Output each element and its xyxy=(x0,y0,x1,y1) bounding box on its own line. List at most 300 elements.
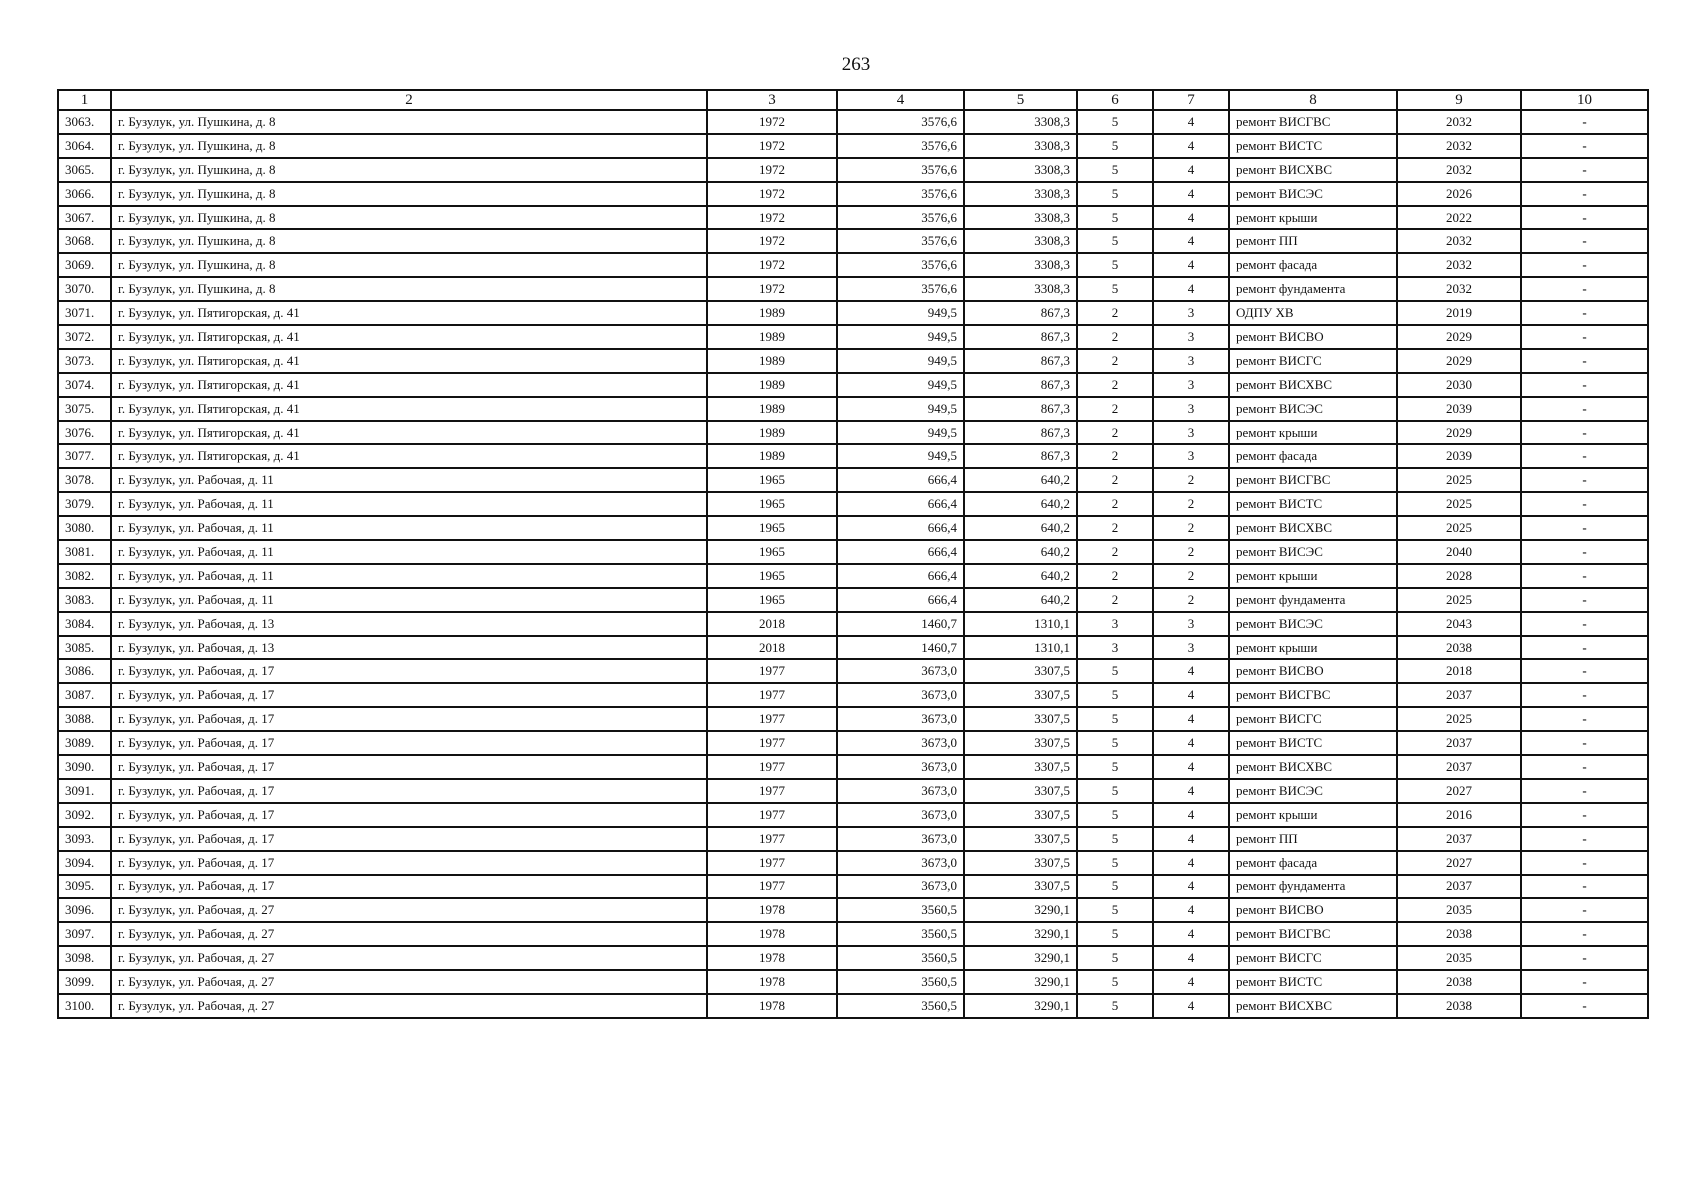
planned-year-cell: 2025 xyxy=(1397,492,1521,516)
planned-year-cell: 2039 xyxy=(1397,397,1521,421)
work-type-cell: ремонт ВИСХВС xyxy=(1229,755,1397,779)
note-cell: - xyxy=(1521,325,1648,349)
table-row xyxy=(58,182,1648,206)
note-cell: - xyxy=(1521,468,1648,492)
row-number-cell: 3100. xyxy=(58,994,111,1018)
build-year-cell: 1989 xyxy=(707,397,837,421)
note-cell: - xyxy=(1521,158,1648,182)
note-cell: - xyxy=(1521,994,1648,1018)
address-cell: г. Бузулук, ул. Пятигорская, д. 41 xyxy=(111,349,707,373)
total-area-cell: 3576,6 xyxy=(837,110,964,134)
floors-cell: 2 xyxy=(1077,516,1153,540)
work-type-cell: ремонт ВИСГС xyxy=(1229,707,1397,731)
work-type-cell: ремонт крыши xyxy=(1229,564,1397,588)
work-type-cell: ОДПУ ХВ xyxy=(1229,301,1397,325)
floors-cell: 5 xyxy=(1077,683,1153,707)
planned-year-cell: 2035 xyxy=(1397,898,1521,922)
living-area-cell: 867,3 xyxy=(964,373,1077,397)
address-cell: г. Бузулук, ул. Рабочая, д. 17 xyxy=(111,755,707,779)
planned-year-cell: 2037 xyxy=(1397,875,1521,899)
entrances-cell: 2 xyxy=(1153,564,1229,588)
floors-cell: 5 xyxy=(1077,779,1153,803)
row-number-cell: 3069. xyxy=(58,253,111,277)
planned-year-cell: 2035 xyxy=(1397,946,1521,970)
floors-cell: 2 xyxy=(1077,468,1153,492)
table-row xyxy=(58,659,1648,683)
planned-year-cell: 2032 xyxy=(1397,253,1521,277)
build-year-cell: 1978 xyxy=(707,898,837,922)
note-cell: - xyxy=(1521,875,1648,899)
table-row xyxy=(58,468,1648,492)
work-type-cell: ремонт фундамента xyxy=(1229,875,1397,899)
floors-cell: 5 xyxy=(1077,253,1153,277)
planned-year-cell: 2038 xyxy=(1397,922,1521,946)
total-area-cell: 3576,6 xyxy=(837,277,964,301)
living-area-cell: 867,3 xyxy=(964,349,1077,373)
table-row xyxy=(58,922,1648,946)
column-header: 2 xyxy=(111,90,707,110)
row-number-cell: 3096. xyxy=(58,898,111,922)
living-area-cell: 3308,3 xyxy=(964,182,1077,206)
address-cell: г. Бузулук, ул. Пушкина, д. 8 xyxy=(111,134,707,158)
table-row xyxy=(58,994,1648,1018)
address-cell: г. Бузулук, ул. Пушкина, д. 8 xyxy=(111,253,707,277)
header-row xyxy=(58,90,1648,110)
build-year-cell: 1977 xyxy=(707,659,837,683)
floors-cell: 2 xyxy=(1077,349,1153,373)
work-type-cell: ремонт ПП xyxy=(1229,827,1397,851)
work-type-cell: ремонт ВИСТС xyxy=(1229,731,1397,755)
planned-year-cell: 2028 xyxy=(1397,564,1521,588)
total-area-cell: 3576,6 xyxy=(837,229,964,253)
entrances-cell: 2 xyxy=(1153,540,1229,564)
living-area-cell: 3290,1 xyxy=(964,922,1077,946)
build-year-cell: 1965 xyxy=(707,516,837,540)
table-row xyxy=(58,158,1648,182)
note-cell: - xyxy=(1521,970,1648,994)
entrances-cell: 4 xyxy=(1153,803,1229,827)
floors-cell: 5 xyxy=(1077,994,1153,1018)
floors-cell: 3 xyxy=(1077,636,1153,660)
work-type-cell: ремонт ВИСЭС xyxy=(1229,397,1397,421)
living-area-cell: 640,2 xyxy=(964,588,1077,612)
total-area-cell: 949,5 xyxy=(837,373,964,397)
total-area-cell: 3560,5 xyxy=(837,970,964,994)
total-area-cell: 666,4 xyxy=(837,564,964,588)
entrances-cell: 3 xyxy=(1153,421,1229,445)
floors-cell: 2 xyxy=(1077,444,1153,468)
living-area-cell: 640,2 xyxy=(964,516,1077,540)
address-cell: г. Бузулук, ул. Рабочая, д. 13 xyxy=(111,636,707,660)
planned-year-cell: 2029 xyxy=(1397,349,1521,373)
table-row xyxy=(58,803,1648,827)
table-row xyxy=(58,397,1648,421)
floors-cell: 2 xyxy=(1077,421,1153,445)
row-number-cell: 3067. xyxy=(58,206,111,230)
work-type-cell: ремонт крыши xyxy=(1229,421,1397,445)
row-number-cell: 3088. xyxy=(58,707,111,731)
floors-cell: 2 xyxy=(1077,564,1153,588)
floors-cell: 5 xyxy=(1077,158,1153,182)
row-number-cell: 3091. xyxy=(58,779,111,803)
build-year-cell: 1989 xyxy=(707,349,837,373)
column-header: 1 xyxy=(58,90,111,110)
work-type-cell: ремонт ВИСЭС xyxy=(1229,612,1397,636)
entrances-cell: 4 xyxy=(1153,898,1229,922)
build-year-cell: 1989 xyxy=(707,421,837,445)
note-cell: - xyxy=(1521,946,1648,970)
living-area-cell: 640,2 xyxy=(964,564,1077,588)
row-number-cell: 3081. xyxy=(58,540,111,564)
total-area-cell: 3673,0 xyxy=(837,851,964,875)
planned-year-cell: 2032 xyxy=(1397,134,1521,158)
total-area-cell: 3576,6 xyxy=(837,182,964,206)
work-type-cell: ремонт фасада xyxy=(1229,851,1397,875)
address-cell: г. Бузулук, ул. Рабочая, д. 17 xyxy=(111,851,707,875)
row-number-cell: 3094. xyxy=(58,851,111,875)
note-cell: - xyxy=(1521,636,1648,660)
work-type-cell: ремонт ВИСХВС xyxy=(1229,373,1397,397)
total-area-cell: 3673,0 xyxy=(837,755,964,779)
table-row xyxy=(58,564,1648,588)
total-area-cell: 3673,0 xyxy=(837,683,964,707)
planned-year-cell: 2025 xyxy=(1397,468,1521,492)
row-number-cell: 3074. xyxy=(58,373,111,397)
build-year-cell: 1978 xyxy=(707,994,837,1018)
entrances-cell: 4 xyxy=(1153,946,1229,970)
row-number-cell: 3076. xyxy=(58,421,111,445)
living-area-cell: 3307,5 xyxy=(964,659,1077,683)
note-cell: - xyxy=(1521,134,1648,158)
work-type-cell: ремонт крыши xyxy=(1229,206,1397,230)
table-row xyxy=(58,683,1648,707)
floors-cell: 5 xyxy=(1077,803,1153,827)
entrances-cell: 4 xyxy=(1153,683,1229,707)
entrances-cell: 3 xyxy=(1153,612,1229,636)
living-area-cell: 3307,5 xyxy=(964,707,1077,731)
build-year-cell: 1977 xyxy=(707,707,837,731)
total-area-cell: 949,5 xyxy=(837,349,964,373)
work-type-cell: ремонт крыши xyxy=(1229,803,1397,827)
row-number-cell: 3093. xyxy=(58,827,111,851)
address-cell: г. Бузулук, ул. Пушкина, д. 8 xyxy=(111,182,707,206)
note-cell: - xyxy=(1521,922,1648,946)
row-number-cell: 3066. xyxy=(58,182,111,206)
entrances-cell: 2 xyxy=(1153,588,1229,612)
floors-cell: 5 xyxy=(1077,731,1153,755)
planned-year-cell: 2037 xyxy=(1397,731,1521,755)
address-cell: г. Бузулук, ул. Рабочая, д. 11 xyxy=(111,492,707,516)
living-area-cell: 867,3 xyxy=(964,325,1077,349)
floors-cell: 3 xyxy=(1077,612,1153,636)
total-area-cell: 666,4 xyxy=(837,540,964,564)
address-cell: г. Бузулук, ул. Рабочая, д. 17 xyxy=(111,707,707,731)
build-year-cell: 1972 xyxy=(707,206,837,230)
total-area-cell: 3673,0 xyxy=(837,779,964,803)
entrances-cell: 4 xyxy=(1153,253,1229,277)
floors-cell: 5 xyxy=(1077,898,1153,922)
note-cell: - xyxy=(1521,516,1648,540)
work-type-cell: ремонт ВИСВО xyxy=(1229,659,1397,683)
address-cell: г. Бузулук, ул. Пушкина, д. 8 xyxy=(111,158,707,182)
total-area-cell: 666,4 xyxy=(837,516,964,540)
build-year-cell: 1978 xyxy=(707,946,837,970)
build-year-cell: 1972 xyxy=(707,182,837,206)
total-area-cell: 949,5 xyxy=(837,421,964,445)
total-area-cell: 3673,0 xyxy=(837,659,964,683)
row-number-cell: 3092. xyxy=(58,803,111,827)
build-year-cell: 1965 xyxy=(707,588,837,612)
table-row xyxy=(58,492,1648,516)
planned-year-cell: 2030 xyxy=(1397,373,1521,397)
entrances-cell: 4 xyxy=(1153,277,1229,301)
work-type-cell: ремонт ВИСТС xyxy=(1229,970,1397,994)
work-type-cell: ремонт ВИСЭС xyxy=(1229,779,1397,803)
row-number-cell: 3065. xyxy=(58,158,111,182)
entrances-cell: 4 xyxy=(1153,134,1229,158)
planned-year-cell: 2025 xyxy=(1397,516,1521,540)
build-year-cell: 1965 xyxy=(707,540,837,564)
table-row xyxy=(58,970,1648,994)
work-type-cell: ремонт ВИСГС xyxy=(1229,349,1397,373)
floors-cell: 5 xyxy=(1077,970,1153,994)
note-cell: - xyxy=(1521,182,1648,206)
planned-year-cell: 2043 xyxy=(1397,612,1521,636)
address-cell: г. Бузулук, ул. Рабочая, д. 17 xyxy=(111,803,707,827)
living-area-cell: 3307,5 xyxy=(964,851,1077,875)
living-area-cell: 3308,3 xyxy=(964,158,1077,182)
total-area-cell: 3673,0 xyxy=(837,827,964,851)
address-cell: г. Бузулук, ул. Рабочая, д. 17 xyxy=(111,827,707,851)
note-cell: - xyxy=(1521,277,1648,301)
build-year-cell: 1977 xyxy=(707,803,837,827)
address-cell: г. Бузулук, ул. Рабочая, д. 17 xyxy=(111,875,707,899)
row-number-cell: 3072. xyxy=(58,325,111,349)
note-cell: - xyxy=(1521,397,1648,421)
work-type-cell: ремонт ВИСГС xyxy=(1229,946,1397,970)
build-year-cell: 1972 xyxy=(707,110,837,134)
build-year-cell: 1977 xyxy=(707,731,837,755)
table-row xyxy=(58,134,1648,158)
total-area-cell: 3560,5 xyxy=(837,922,964,946)
address-cell: г. Бузулук, ул. Пятигорская, д. 41 xyxy=(111,444,707,468)
table-row xyxy=(58,588,1648,612)
row-number-cell: 3099. xyxy=(58,970,111,994)
note-cell: - xyxy=(1521,755,1648,779)
note-cell: - xyxy=(1521,707,1648,731)
table-row xyxy=(58,516,1648,540)
table-row xyxy=(58,898,1648,922)
entrances-cell: 4 xyxy=(1153,779,1229,803)
address-cell: г. Бузулук, ул. Рабочая, д. 11 xyxy=(111,540,707,564)
row-number-cell: 3098. xyxy=(58,946,111,970)
row-number-cell: 3080. xyxy=(58,516,111,540)
living-area-cell: 3307,5 xyxy=(964,731,1077,755)
total-area-cell: 1460,7 xyxy=(837,612,964,636)
note-cell: - xyxy=(1521,803,1648,827)
floors-cell: 2 xyxy=(1077,588,1153,612)
table-row xyxy=(58,540,1648,564)
planned-year-cell: 2022 xyxy=(1397,206,1521,230)
living-area-cell: 3290,1 xyxy=(964,946,1077,970)
address-cell: г. Бузулук, ул. Рабочая, д. 11 xyxy=(111,516,707,540)
note-cell: - xyxy=(1521,898,1648,922)
table-row xyxy=(58,253,1648,277)
planned-year-cell: 2026 xyxy=(1397,182,1521,206)
note-cell: - xyxy=(1521,564,1648,588)
page-number: 263 xyxy=(841,54,871,75)
living-area-cell: 3290,1 xyxy=(964,898,1077,922)
living-area-cell: 867,3 xyxy=(964,397,1077,421)
row-number-cell: 3077. xyxy=(58,444,111,468)
total-area-cell: 666,4 xyxy=(837,468,964,492)
total-area-cell: 666,4 xyxy=(837,492,964,516)
row-number-cell: 3085. xyxy=(58,636,111,660)
living-area-cell: 1310,1 xyxy=(964,636,1077,660)
floors-cell: 5 xyxy=(1077,922,1153,946)
planned-year-cell: 2019 xyxy=(1397,301,1521,325)
table-row xyxy=(58,827,1648,851)
floors-cell: 5 xyxy=(1077,946,1153,970)
planned-year-cell: 2025 xyxy=(1397,588,1521,612)
row-number-cell: 3064. xyxy=(58,134,111,158)
floors-cell: 5 xyxy=(1077,659,1153,683)
entrances-cell: 4 xyxy=(1153,659,1229,683)
table-row xyxy=(58,325,1648,349)
entrances-cell: 2 xyxy=(1153,516,1229,540)
address-cell: г. Бузулук, ул. Рабочая, д. 27 xyxy=(111,922,707,946)
entrances-cell: 4 xyxy=(1153,182,1229,206)
repair-schedule-table xyxy=(57,89,1649,1019)
planned-year-cell: 2040 xyxy=(1397,540,1521,564)
living-area-cell: 3307,5 xyxy=(964,755,1077,779)
floors-cell: 2 xyxy=(1077,397,1153,421)
address-cell: г. Бузулук, ул. Рабочая, д. 11 xyxy=(111,468,707,492)
table-row xyxy=(58,707,1648,731)
total-area-cell: 3576,6 xyxy=(837,134,964,158)
address-cell: г. Бузулук, ул. Пушкина, д. 8 xyxy=(111,229,707,253)
note-cell: - xyxy=(1521,683,1648,707)
living-area-cell: 3308,3 xyxy=(964,206,1077,230)
build-year-cell: 1965 xyxy=(707,564,837,588)
table-row xyxy=(58,277,1648,301)
entrances-cell: 3 xyxy=(1153,397,1229,421)
build-year-cell: 2018 xyxy=(707,612,837,636)
address-cell: г. Бузулук, ул. Рабочая, д. 11 xyxy=(111,564,707,588)
work-type-cell: ремонт ВИСТС xyxy=(1229,134,1397,158)
planned-year-cell: 2037 xyxy=(1397,683,1521,707)
address-cell: г. Бузулук, ул. Рабочая, д. 17 xyxy=(111,731,707,755)
entrances-cell: 4 xyxy=(1153,110,1229,134)
living-area-cell: 867,3 xyxy=(964,301,1077,325)
floors-cell: 2 xyxy=(1077,325,1153,349)
floors-cell: 5 xyxy=(1077,110,1153,134)
planned-year-cell: 2027 xyxy=(1397,779,1521,803)
row-number-cell: 3097. xyxy=(58,922,111,946)
total-area-cell: 3673,0 xyxy=(837,803,964,827)
living-area-cell: 3307,5 xyxy=(964,875,1077,899)
planned-year-cell: 2027 xyxy=(1397,851,1521,875)
work-type-cell: ремонт ВИСХВС xyxy=(1229,994,1397,1018)
note-cell: - xyxy=(1521,659,1648,683)
table-row xyxy=(58,349,1648,373)
work-type-cell: ремонт фасада xyxy=(1229,253,1397,277)
row-number-cell: 3087. xyxy=(58,683,111,707)
address-cell: г. Бузулук, ул. Пушкина, д. 8 xyxy=(111,206,707,230)
table-row xyxy=(58,444,1648,468)
entrances-cell: 3 xyxy=(1153,301,1229,325)
living-area-cell: 640,2 xyxy=(964,540,1077,564)
total-area-cell: 3673,0 xyxy=(837,731,964,755)
work-type-cell: ремонт ВИСГВС xyxy=(1229,683,1397,707)
work-type-cell: ремонт ВИСТС xyxy=(1229,492,1397,516)
address-cell: г. Бузулук, ул. Рабочая, д. 17 xyxy=(111,683,707,707)
address-cell: г. Бузулук, ул. Пятигорская, д. 41 xyxy=(111,397,707,421)
address-cell: г. Бузулук, ул. Пятигорская, д. 41 xyxy=(111,421,707,445)
floors-cell: 2 xyxy=(1077,373,1153,397)
table-row xyxy=(58,421,1648,445)
build-year-cell: 1977 xyxy=(707,779,837,803)
table-row xyxy=(58,875,1648,899)
build-year-cell: 1978 xyxy=(707,970,837,994)
entrances-cell: 3 xyxy=(1153,349,1229,373)
address-cell: г. Бузулук, ул. Пятигорская, д. 41 xyxy=(111,373,707,397)
row-number-cell: 3078. xyxy=(58,468,111,492)
floors-cell: 5 xyxy=(1077,827,1153,851)
planned-year-cell: 2025 xyxy=(1397,707,1521,731)
entrances-cell: 4 xyxy=(1153,827,1229,851)
build-year-cell: 1989 xyxy=(707,325,837,349)
entrances-cell: 4 xyxy=(1153,206,1229,230)
build-year-cell: 1977 xyxy=(707,827,837,851)
planned-year-cell: 2029 xyxy=(1397,421,1521,445)
row-number-cell: 3071. xyxy=(58,301,111,325)
entrances-cell: 4 xyxy=(1153,970,1229,994)
row-number-cell: 3063. xyxy=(58,110,111,134)
entrances-cell: 4 xyxy=(1153,994,1229,1018)
note-cell: - xyxy=(1521,253,1648,277)
note-cell: - xyxy=(1521,779,1648,803)
total-area-cell: 949,5 xyxy=(837,397,964,421)
address-cell: г. Бузулук, ул. Пушкина, д. 8 xyxy=(111,110,707,134)
planned-year-cell: 2032 xyxy=(1397,110,1521,134)
entrances-cell: 4 xyxy=(1153,755,1229,779)
work-type-cell: ремонт ВИСХВС xyxy=(1229,516,1397,540)
planned-year-cell: 2032 xyxy=(1397,229,1521,253)
table-row xyxy=(58,779,1648,803)
column-header: 10 xyxy=(1521,90,1648,110)
entrances-cell: 4 xyxy=(1153,707,1229,731)
total-area-cell: 3576,6 xyxy=(837,206,964,230)
living-area-cell: 640,2 xyxy=(964,492,1077,516)
column-header: 9 xyxy=(1397,90,1521,110)
address-cell: г. Бузулук, ул. Рабочая, д. 27 xyxy=(111,898,707,922)
living-area-cell: 3307,5 xyxy=(964,779,1077,803)
floors-cell: 5 xyxy=(1077,134,1153,158)
row-number-cell: 3082. xyxy=(58,564,111,588)
work-type-cell: ремонт ВИСХВС xyxy=(1229,158,1397,182)
build-year-cell: 1972 xyxy=(707,229,837,253)
table-row xyxy=(58,229,1648,253)
row-number-cell: 3084. xyxy=(58,612,111,636)
column-header: 5 xyxy=(964,90,1077,110)
row-number-cell: 3079. xyxy=(58,492,111,516)
floors-cell: 5 xyxy=(1077,755,1153,779)
note-cell: - xyxy=(1521,851,1648,875)
planned-year-cell: 2038 xyxy=(1397,636,1521,660)
column-header: 7 xyxy=(1153,90,1229,110)
table-row xyxy=(58,946,1648,970)
